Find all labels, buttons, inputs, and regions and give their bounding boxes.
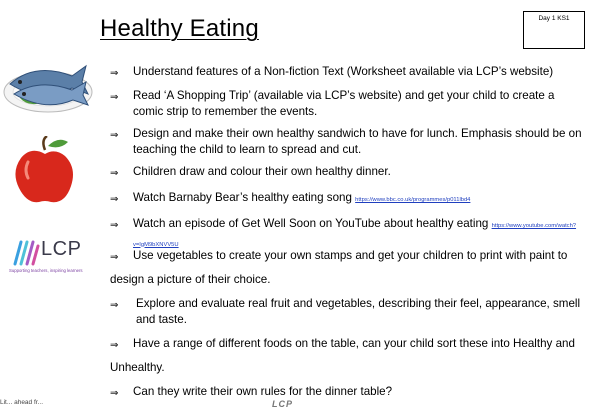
list-item (133, 190, 585, 209)
youtube-link[interactable]: https://www.youtube.com/watch?v=IgM9bXNVV5U (133, 223, 577, 248)
page-title: Healthy Eating (100, 15, 259, 42)
footer-left-text: Lit... ahead fr... (0, 399, 43, 406)
bullet-arrow-icon: ⇒ (110, 300, 119, 311)
list-item: Read ‘A Shopping Trip’ (available via LCP’s website) and get your child to create a comic strip to remember the events. (133, 89, 555, 118)
bbc-link[interactable]: https://www.bbc.co.uk/programmes/p011lbd4 (355, 197, 471, 203)
bullet-arrow-icon: ⇒ (110, 220, 119, 231)
list-item: Understand features of a Non-fiction Text (Worksheet available via LCP’s website) (133, 65, 554, 78)
list-item-continuation: design a picture of their choice. (110, 273, 271, 286)
list-item: Use vegetables to create your own stamps and get your children to print with paint to (133, 249, 568, 262)
footer-logo: LCP (272, 399, 293, 409)
list-item: Explore and evaluate real fruit and vegetables, describing their feel, appearance, smell and taste. (136, 297, 581, 326)
bullet-arrow-icon: ⇒ (110, 68, 119, 79)
logo-tagline: Supporting teachers, inspiring learners (9, 268, 83, 273)
list-item: Design and make their own healthy sandwich to have for lunch. Emphasis should be on teaching the child to learn to spread and cut. (133, 127, 582, 156)
bullet-arrow-icon: ⇒ (110, 168, 119, 179)
apple-icon (14, 136, 76, 204)
day-label-box (523, 11, 585, 49)
list-item-text: Watch an episode of Get Well Soon on YouTube about healthy eating (133, 217, 489, 230)
bullet-arrow-icon: ⇒ (110, 130, 119, 141)
list-item: Have a range of different foods on the table, can your child sort these into Healthy and (133, 337, 575, 350)
bullet-arrow-icon: ⇒ (110, 92, 119, 103)
bullet-arrow-icon: ⇒ (110, 340, 119, 351)
fish-plate-icon (0, 58, 95, 116)
bullet-arrow-icon: ⇒ (110, 194, 119, 205)
logo-name: LCP (41, 238, 82, 260)
list-item: Children draw and colour their own healthy dinner. (133, 165, 391, 178)
bullet-arrow-icon: ⇒ (110, 252, 119, 263)
day-label: Day 1 KS1 (538, 15, 570, 22)
bullet-arrow-icon: ⇒ (110, 388, 119, 399)
list-item-continuation: Unhealthy. (110, 361, 165, 374)
list-item: Can they write their own rules for the dinner table? (133, 385, 393, 398)
lcp-logo-icon (12, 238, 40, 266)
list-item-text: Watch Barnaby Bear’s healthy eating song (133, 191, 352, 204)
